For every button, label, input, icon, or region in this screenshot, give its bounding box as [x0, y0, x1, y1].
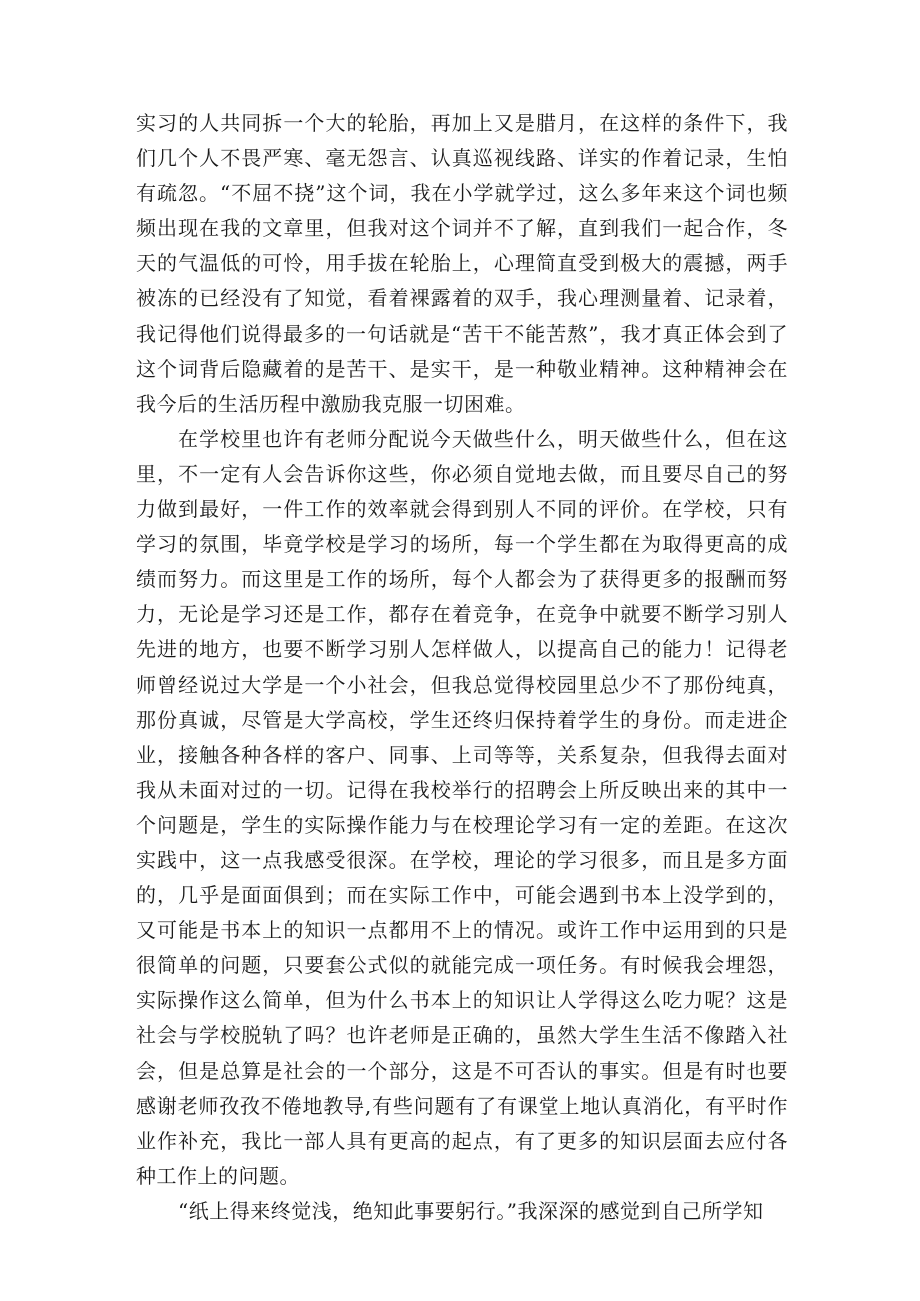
paragraph-1: 实习的人共同拆一个大的轮胎，再加上又是腊月，在这样的条件下，我们几个人不畏严寒、毫无怨言、认真巡视线路、详实的作着记录，生怕有疏忽。“不屈不挠”这个词，我在小学就学过，这么多年来这个词也频频出现在我的文章里，但我对这个词并不了解，直到我们一起合作，冬天的气温低的可怜，用手拔在轮胎上，心理简直受到极大的震撼，两手被冻的已经没有了知觉，看着裸露着的双手，我心理测量着、记录着，我记得他们说得最多的一句话就是“苦干不能苦熬”，我才真正体会到了这个词背后隐藏着的是苦干、是实干，是一种敬业精神。这种精神会在我今后的生活历程中激励我克服一切困难。 [136, 111, 788, 416]
paragraph-3: “纸上得来终觉浅，绝知此事要躬行。”我深深的感觉到自己所学知 [178, 1198, 764, 1223]
paragraph-2: 在学校里也许有老师分配说今天做些什么，明天做些什么，但在这里，不一定有人会告诉你这些，你必须自觉地去做，而且要尽自己的努力做到最好，一件工作的效率就会得到别人不同的评价。在学校，只有学习的氛围，毕竟学校是学习的场所，每一个学生都在为取得更高的成绩而努力。而这里是工作的场所，每个人都会为了获得更多的报酬而努力，无论是学习还是工作，都存在着竞争，在竞争中就要不断学习别人先进的地方，也要不断学习别人怎样做人，以提高自己的能力！记得老师曾经说过大学是一个小社会，但我总觉得校园里总少不了那份纯真，那份真诚，尽管是大学高校，学生还终归保持着学生的身份。而走进企业，接触各种各样的客户、同事、上司等等，关系复杂，但我得去面对我从未面对过的一切。记得在我校举行的招聘会上所反映出来的其中一个问题是，学生的实际操作能力与在校理论学习有一定的差距。在这次实践中，这一点我感受很深。在学校，理论的学习很多，而且是多方面的，几乎是面面俱到；而在实际工作中，可能会遇到书本上没学到的，又可能是书本上的知识一点都用不上的情况。或许工作中运用到的只是很简单的问题，只要套公式似的就能完成一项任务。有时候我会埋怨，实际操作这么简单，但为什么书本上的知识让人学得这么吃力呢？这是社会与学校脱轨了吗？也许老师是正确的，虽然大学生生活不像踏入社会，但是总算是社会的一个部分，这是不可否认的事实。但是有时也要感谢老师孜孜不倦地教导,有些问题有了有课堂上地认真消化，有平时作业作补充，我比一部人具有更高的起点，有了更多的知识层面去应付各种工作上的问题。 [136, 426, 788, 1188]
document-page [136, 106, 788, 1229]
